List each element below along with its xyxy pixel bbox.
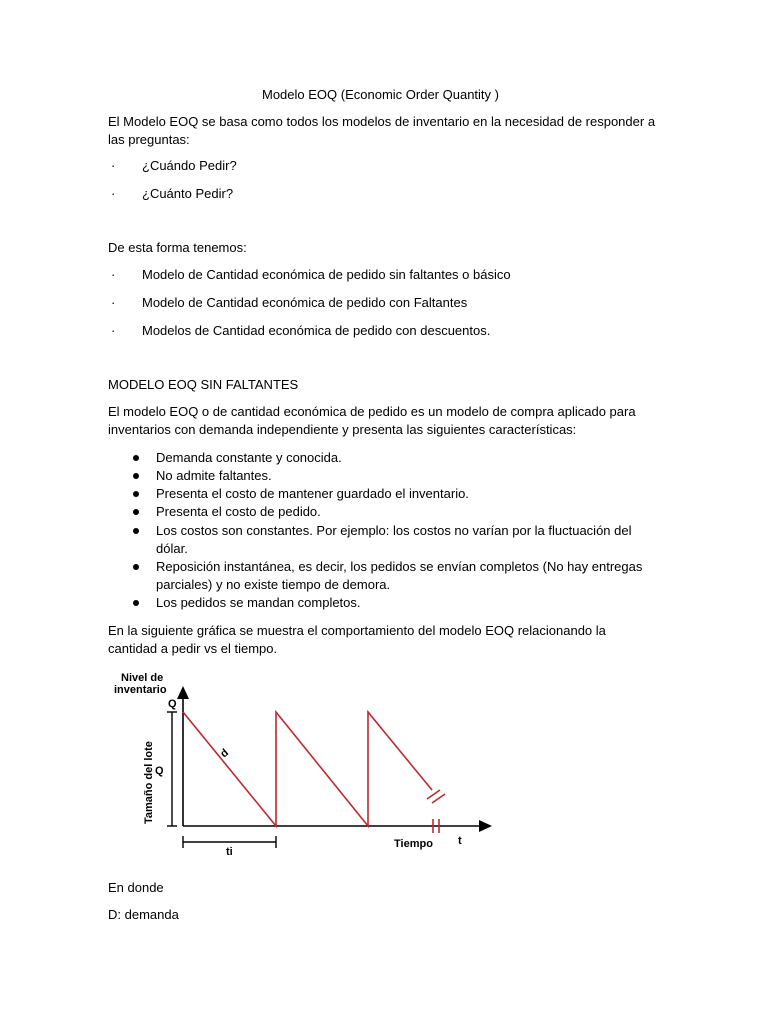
en-donde: En donde bbox=[108, 880, 164, 895]
type-item-2: Modelo de Cantidad económica de pedido con Faltantes bbox=[142, 295, 468, 310]
intro-line-2: las preguntas: bbox=[108, 132, 190, 147]
char-item-5-cont: dólar. bbox=[156, 541, 188, 556]
char-item-5: Los costos son constantes. Por ejemplo: los costos no varían por la fluctuación del bbox=[156, 523, 632, 538]
char-item-1: Demanda constante y conocida. bbox=[156, 450, 342, 465]
char-item-2: No admite faltantes. bbox=[156, 468, 272, 483]
char-item-3: Presenta el costo de mantener guardado el inventario. bbox=[156, 486, 469, 501]
char-item-4: Presenta el costo de pedido. bbox=[156, 504, 321, 519]
y-axis-label: Tamaño del lote bbox=[143, 741, 155, 824]
type-item-3: Modelos de Cantidad económica de pedido con descuentos. bbox=[142, 323, 491, 338]
type-bullet-3: · bbox=[111, 323, 116, 338]
question-2: ¿Cuánto Pedir? bbox=[142, 186, 234, 201]
type-bullet-2: · bbox=[111, 295, 116, 310]
section-heading: MODELO EOQ SIN FALTANTES bbox=[108, 377, 299, 392]
ti-label: ti bbox=[226, 846, 233, 858]
question-bullet-1: · bbox=[111, 158, 116, 173]
question-1: ¿Cuándo Pedir? bbox=[142, 158, 237, 173]
graph-intro-2: cantidad a pedir vs el tiempo. bbox=[108, 641, 278, 656]
sawtooth-break-mark bbox=[427, 790, 440, 799]
char-item-6: Reposición instantánea, es decir, los pedidos se envían completos (No hay entregas bbox=[156, 559, 643, 574]
slope-label: d bbox=[218, 746, 232, 761]
q-top-label: Q bbox=[168, 698, 177, 710]
type-bullet-1: · bbox=[111, 267, 116, 282]
t-label: t bbox=[458, 835, 462, 847]
question-bullet-2: · bbox=[111, 186, 116, 201]
intro-line-1: El Modelo EOQ se basa como todos los modelos de inventario en la necesidad de responder a bbox=[108, 114, 656, 129]
inventory-sawtooth bbox=[183, 712, 432, 826]
x-axis-arrow bbox=[479, 820, 492, 832]
q-mid-label: Q bbox=[155, 765, 164, 777]
graph-intro-1: En la siguiente gráfica se muestra el comportamiento del modelo EOQ relacionando la bbox=[108, 623, 606, 638]
d-definition: D: demanda bbox=[108, 907, 179, 922]
page-title: Modelo EOQ (Economic Order Quantity ) bbox=[262, 87, 499, 102]
type-item-1: Modelo de Cantidad económica de pedido sin faltantes o básico bbox=[142, 267, 511, 282]
char-item-7: Los pedidos se mandan completos. bbox=[156, 595, 361, 610]
x-axis-label: Tiempo bbox=[394, 838, 433, 850]
y-title-line-2: inventario bbox=[114, 684, 167, 696]
types-heading: De esta forma tenemos: bbox=[108, 240, 247, 255]
section-desc-1: El modelo EOQ o de cantidad económica de pedido es un modelo de compra aplicado para bbox=[108, 404, 636, 419]
section-desc-2: inventarios con demanda independiente y presenta las siguientes características: bbox=[108, 422, 577, 437]
y-title-line-1: Nivel de bbox=[121, 672, 164, 684]
char-item-6-cont: parciales) y no existe tiempo de demora. bbox=[156, 577, 391, 592]
y-axis-arrow bbox=[177, 686, 189, 699]
